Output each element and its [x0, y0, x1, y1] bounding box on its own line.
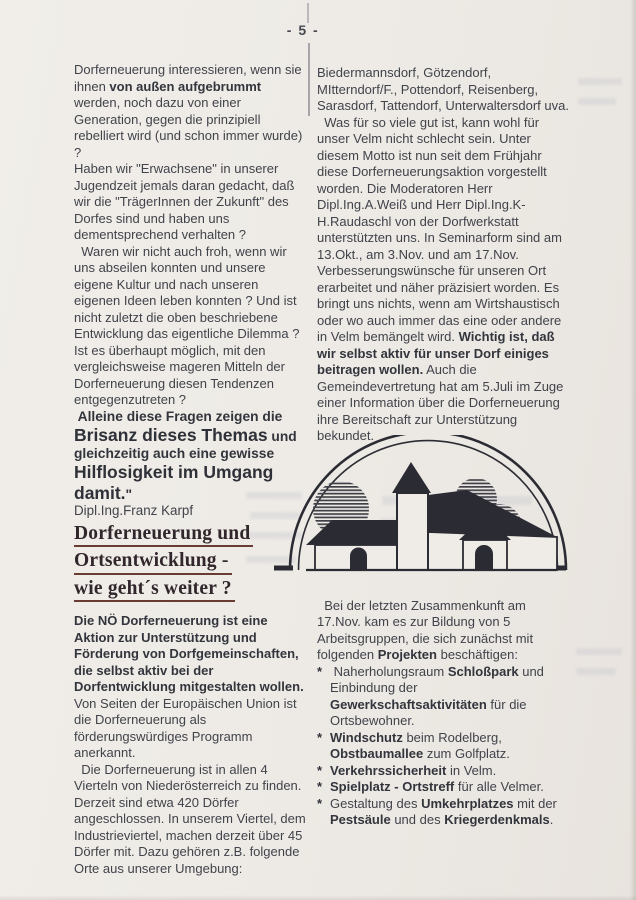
paragraph-erwachsene	[74, 161, 307, 244]
right-column	[317, 65, 573, 829]
author-byline: Dipl.Ing.Franz Karpf	[74, 503, 194, 518]
column-divider-tick-top	[307, 3, 309, 23]
article-heading-line: wie geht´s weiter ?	[74, 578, 235, 603]
page-number: - 5 -	[286, 22, 320, 38]
text-run: für die Ortsbewohner.	[330, 696, 531, 728]
text-run: Gewerkschaftsaktivitäten	[330, 696, 487, 712]
village-church-under-arch-illustration	[262, 435, 568, 587]
text-run: Dorferneuerung interessieren, wenn sie ihnen	[74, 62, 306, 94]
article-heading-line: Ortsentwicklung -	[74, 550, 232, 575]
text-run: "	[125, 486, 133, 502]
paragraph-noe-dorferneuerung	[74, 613, 307, 762]
scan-edge-shadow-right	[630, 0, 636, 900]
text-run: zum Golfplatz.	[423, 746, 510, 761]
text-run: Auch die Gemeindevertretung hat am 5.Juli im Zuge einer Information über die Dorferneuerung ihre Bereitschaft zur Unterstützung bekundet.	[317, 362, 568, 443]
text-run: Obstbaumallee	[330, 746, 424, 761]
paragraph-ortsliste	[317, 65, 573, 115]
project-bullet-list	[317, 664, 573, 829]
bullet-marker: *	[317, 779, 323, 794]
paragraph-continued-intro	[74, 62, 307, 161]
text-run: Wichtig ist, daß wir selbst aktiv für unser Dorf einiges beitragen wollen.	[317, 329, 559, 377]
text-run: beschäftigen:	[436, 647, 518, 662]
text-run: werden, noch dazu von einer Generation, gegen die prinzipiell rebelliert wird (und schon immer wurde) ?	[74, 78, 306, 160]
text-run: Die Dorferneuerung ist in allen 4 Vierteln von Niederösterreich zu finden. Derzeit sind etwa 420 Dörfer angeschlossen. In unserem Viertel, dem Industrieviertel, machen derzeit über 45 Dörfer mit. Dazu gehören z.B. folgende Orte aus unserer Umgebung:	[74, 761, 310, 876]
bleedthrough-artifact	[576, 668, 616, 675]
text-run: Die NÖ Dorferneuerung ist eine Aktion zur Unterstützung und Förderung von Dorfgemeinschaften, die selbst aktiv bei der Dorfentwicklung mitgestalten wollen.	[74, 613, 304, 694]
text-run: Verkehrssicherheit	[330, 762, 447, 778]
bleedthrough-artifact	[578, 98, 616, 105]
paragraph-arbeitsgruppen	[317, 598, 573, 664]
text-run: Waren wir nicht auch froh, wenn wir uns abseilen konnten und unsere eigene Kultur und nach unseren eigenen Ideen leben konnten ? Und ist nicht zuletzt die oben beschriebene Entwicklung das eigentliche Dilemma ? Ist es überhaupt möglich, mit den vergleichsweise mageren Mitteln der Dorferneuerung diesen Tendenzen entgegenzutreten ?	[74, 243, 304, 407]
text-run: Gestaltung des	[330, 795, 422, 811]
text-run: Brisanz dieses Themas	[74, 425, 268, 445]
bullet-marker: *	[317, 762, 323, 778]
project-bullet-item	[317, 796, 573, 829]
bullet-marker: *	[317, 663, 323, 679]
text-run: für alle Velmer.	[454, 779, 544, 794]
project-bullet-item	[317, 779, 573, 796]
text-run: und gleichzeitig auch eine gewisse	[74, 429, 301, 461]
scan-edge-shadow-bottom	[0, 895, 636, 900]
text-run: in Velm.	[446, 762, 497, 778]
bullet-marker: *	[317, 795, 323, 811]
text-run: Hilflosigkeit im Umgang damit.	[74, 462, 279, 503]
text-run: Bei der letzten Zusammenkunft am 17.Nov. kam es zur Bildung von 5 Arbeitsgruppen, die sich zunächst mit folgenden	[317, 597, 537, 662]
text-run: Schloßpark	[447, 663, 519, 679]
project-bullet-item	[317, 664, 573, 730]
text-run: Von Seiten der Europäischen Union ist die Dorferneuerung als förderungswürdiges Programm anerkannt.	[74, 679, 308, 760]
text-run: beim Rodelberg,	[402, 729, 506, 745]
project-bullet-item	[317, 730, 573, 763]
text-run: .	[549, 812, 554, 827]
paragraph-waren-wir	[74, 244, 307, 409]
text-run: Haben wir "Erwachsene" in unserer Jugendzeit jemals daran gedacht, daß wir die "TrägerInnen der Zukunft" des Dorfes sind und haben uns dementsprechend verhalten ?	[74, 161, 299, 242]
text-run: Pestsäule	[330, 812, 391, 827]
text-run: Kriegerdenkmals	[444, 812, 550, 827]
project-bullet-item	[317, 763, 573, 780]
paragraph-velm-motto	[317, 115, 573, 445]
bleedthrough-artifact	[578, 78, 622, 85]
text-run: Projekten	[377, 647, 437, 662]
text-run: Naherholungsraum	[330, 663, 448, 679]
text-run: Biedermannsdorf, Götzendorf, MItterndorf/F., Pottendorf, Reisenberg, Sarasdorf, Tattendorf, Unterwaltersdorf uva.	[317, 65, 569, 113]
text-run: Windschutz	[330, 729, 403, 745]
paragraph-viertel-statistik	[74, 761, 310, 878]
bullet-marker: *	[317, 729, 323, 745]
text-run: mit der	[513, 795, 561, 811]
text-run: Alleine diese Fragen zeigen die	[77, 408, 287, 424]
bleedthrough-artifact	[576, 648, 622, 655]
text-run: und des	[390, 812, 445, 827]
text-run: Umkehrplatzes	[421, 795, 514, 811]
text-run: und Einbindung der	[330, 663, 548, 695]
article-heading-line: Dorferneuerung und	[74, 523, 253, 548]
text-run: Was für so viele gut ist, kann wohl für unser Velm nicht schlecht sein. Unter diesem Motto ist nun seit dem Frühjahr diese Dorferneuerungsaktion vorgestellt worden. Die Moderatoren Herr Dipl.Ing.A.Weiß und Herr Dipl.Ing.K-H.Raudaschl von der Dorfwerkstatt unterstützten uns. In Seminarform sind am 13.Okt., am 3.Nov. und am 17.Nov. Verbesserungswünsche für unseren Ort erarbeitet und näher präzisiert worden. Es bringt uns nichts, wenn am Wirtshaustisch oder wo auch immer das eine oder andere in Velm bemängelt wird.	[317, 114, 566, 344]
text-run: von außen aufgebrummt	[109, 78, 262, 94]
text-run: Spielplatz - Ortstreff	[330, 779, 455, 794]
column-divider-tick	[308, 43, 310, 116]
